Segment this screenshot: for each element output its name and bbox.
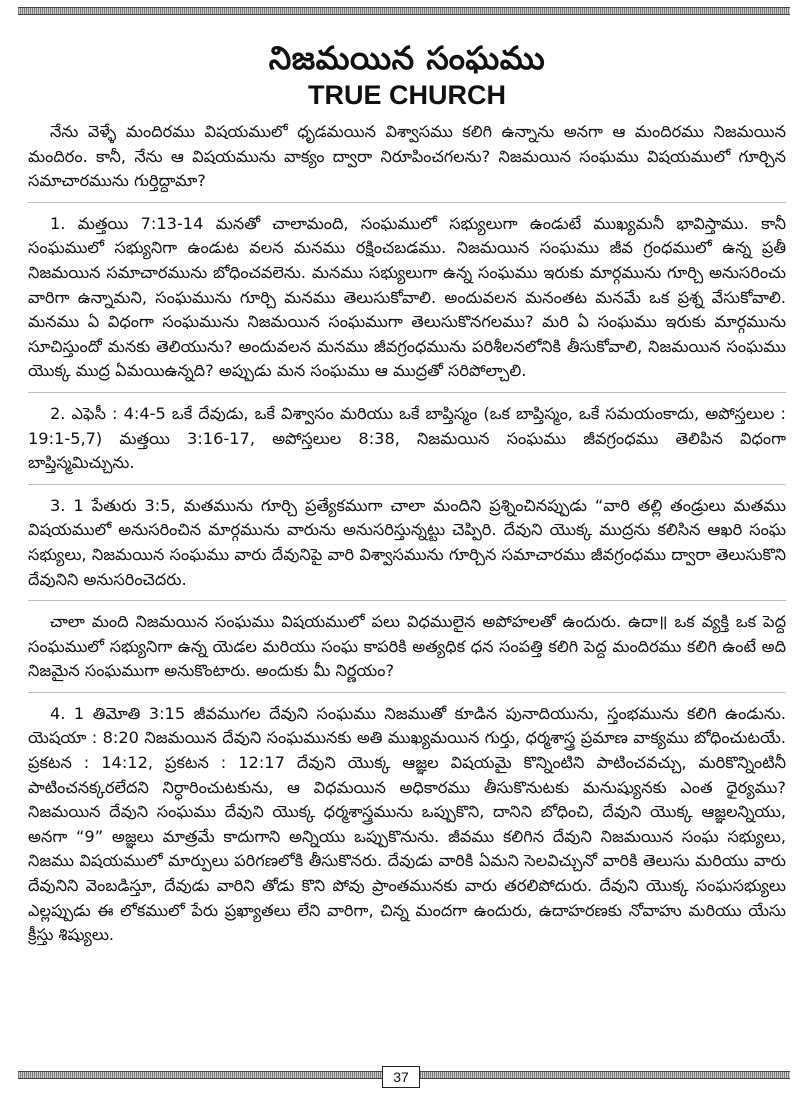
paragraph-point-2: 2. ఎఫెసీ : 4:4-5 ఒకే దేవుడు, ఒకే విశ్వాసం మరియు ఒకే బాప్తిస్మం (ఒక బాప్తిస్మం, ఒకే సమయంకాదు, అపోస్తలుల : 19:1-5,7) మత్తయి 3:16-17, అపోస్తలుల 8:38, నిజమయిన సంఘము జీవగ్రంధము తెలిపిన విధంగా బాప్తిస్మమిచ్చును.: [28, 403, 786, 473]
paragraph-point-4: 4. 1 తిమోతి 3:15 జీవముగల దేవుని సంఘము నిజముతో కూడిన పునాదియును, స్తంభమును కలిగి ఉండును. యెషయా : 8:20 నిజమయిన దేవుని సంఘమునకు అతి ముఖ్యమయిన గుర్తు, ధర్మశాస్త్ర ప్రమాణ వాక్యము బోధించుటయే. ప్రకటన : 14:12, ప్రకటన : 12:17 దేవుని యొక్క ఆజ్ఞల విషయమై కొన్నింటిని పాటించవచ్చు, మరికొన్నింటినీ పాటించనక్కరలేదని నిర్ధారించుటకును, ఆ విధమయిన అధికారము తీసుకొనుటకు మనుష్యునకు ఎంత ధైర్యము? నిజమయిన దేవుని సంఘము దేవుని యొక్క ధర్మశాస్త్రమును ఒప్పుకొని, దానిని బోధించి, దేవుని యొక్క ఆజ్ఞలన్నియు, అనగా “9” అజ్ఞలు మాత్రమే కాదుగాని అన్నియు ఒప్పుకొనును. జీవము కలిగిన దేవుని నిజమయిన సంఘ సభ్యులు, నిజము విషయములో మార్పులు పరిగణలోకి తీసుకొనరు. దేవుడు వారికి ఏమని సెలవిచ్చునో వారికి తెలుసు మరియు వారు దేవునిని వెంబడిస్తూ, దేవుడు వారిని తోడు కొని పోవు ప్రాంతమునకు వారు తరలిపోదురు. దేవుని యొక్క సంఘసభ్యులు ఎల్లప్పుడు ఈ లోకములో పేరు ప్రఖ్యాతలు లేని వారిగా, చిన్న మందగా ఉందురు, ఉదాహరణకు నోవాహు మరియు యేసు క్రీస్తు శిష్యులు.: [28, 703, 786, 945]
page-title-english: TRUE CHURCH: [308, 80, 506, 110]
paragraph-point-3: 3. 1 పేతురు 3:5, మతమును గూర్చి ప్రత్యేకముగా చాలా మందిని ప్రశ్నించినప్పుడు “వారి తల్లి తండ్రులు మతము విషయములో అనుసరించిన మార్గమును వారును అనుసరిస్తున్నట్టు చెప్పిరి. దేవుని యొక్క ముద్రను కలిసిన ఆఖరి సంఘ సభ్యులు, నిజమయిన సంఘము వారు దేవునిపై వారి విశ్వాసమును గూర్చిన సమాచారము జీవగ్రంధము ద్వారా తెలుసుకొని దేవునిని అనుసరించెదరు.: [28, 495, 786, 589]
paragraph-misconceptions: చాలా మంది నిజమయిన సంఘము విషయములో పలు విధములైన అపోహలతో ఉందురు. ఉదా॥ ఒక వ్యక్తి ఒక పెద్ద సంఘములో సభ్యునిగా ఉన్న యెడల మరియు సంఘ కాపరికి అత్యధిక ధన సంపత్తి కలిగి పెద్ద మందిరము కలిగి ఉంటే అది నిజమైన సంఘముగా అనుకొంటారు. అందుకు మీ నిర్ణయం?: [28, 612, 786, 681]
page-content: [28, 38, 786, 948]
divider: [28, 600, 786, 601]
page-number: 37: [382, 1066, 420, 1088]
page-title-telugu: నిజమయిన సంఘము: [268, 39, 546, 77]
top-border-band: [18, 7, 790, 15]
paragraph-intro: నేను వెళ్ళే మందిరము విషయములో ధృడమయిన విశ్వాసము కలిగి ఉన్నాను అనగా ఆ మందిరము నిజమయిన మందిరం. కానీ, నేను ఆ విషయమును వాక్యం ద్వారా నిరూపించగలను? నిజమయిన సంఘము విషయములో గూర్చిన సమాచారమును గుర్తిద్దామా?: [28, 122, 786, 191]
paragraph-point-1: 1. మత్తయి 7:13-14 మనతో చాలామంది, సంఘములో సభ్యులుగా ఉండుటే ముఖ్యమనీ భావిస్తాము. కానీ సంఘములో సభ్యునిగా ఉండుట వలన మనము రక్షించబడము. నిజమయిన సంఘము జీవ గ్రంధములో ఉన్న ప్రతీ నిజమయిన సమాచారమును బోధించవలెను. మనము సభ్యులుగా ఉన్న సంఘము ఇరుకు మార్గమును గూర్చి అనుసరించు వారిగా ఉన్నామని, సంఘమును గూర్చి మనము తెలుసుకోవాలి. అందువలన మనంతట మనమే ఒక ప్రశ్న వేసుకోవాలి. మనము ఏ విధంగా సంఘమును నిజమయిన సంఘముగా తెలుసుకొనగలము? మరి ఏ సంఘము ఇరుకు మార్గమును సూచిస్తుందో మనకు తెలియును? అందువలన మనము జీవగ్రంధమును పరిశీలనలోనికి తీసుకోవాలి, నిజమయిన సంఘము యొక్క ముద్ర ఏమయిఉన్నది? అప్పుడు మన సంఘము ఆ ముద్రతో సరిపోల్చాలి.: [28, 213, 786, 381]
divider: [28, 484, 786, 485]
divider: [28, 202, 786, 203]
divider: [28, 692, 786, 693]
divider: [28, 392, 786, 393]
